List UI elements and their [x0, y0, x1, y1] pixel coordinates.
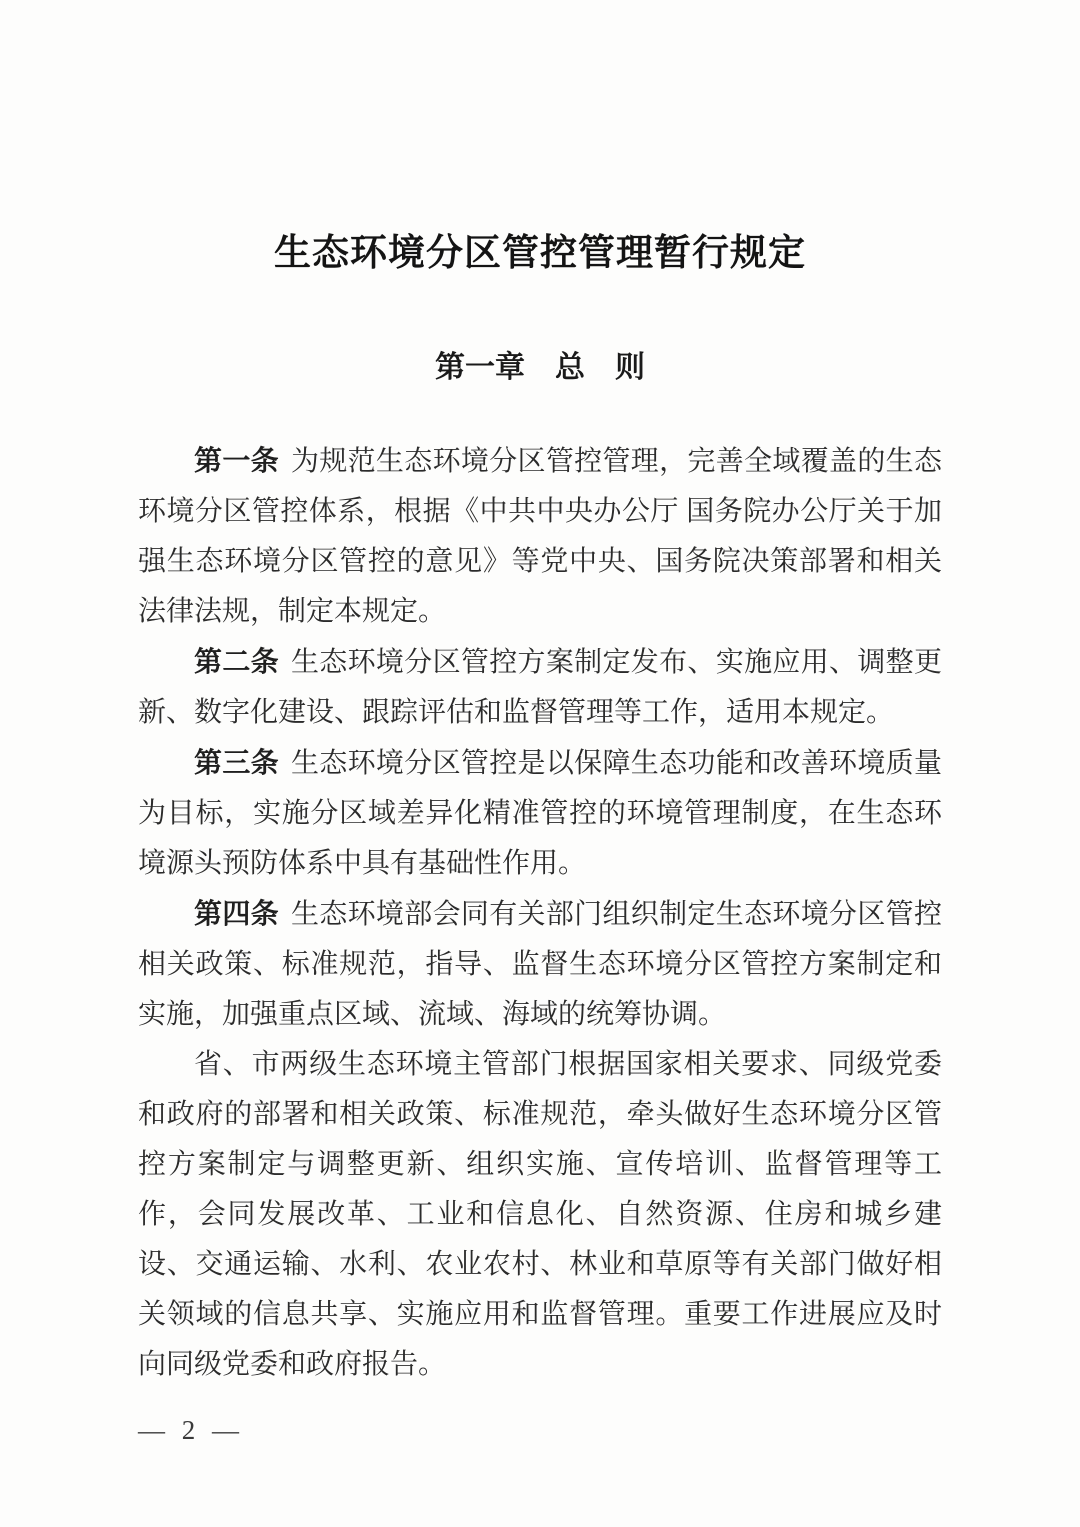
article-text-1: 为规范生态环境分区管控管理，完善全域覆盖的生态环境分区管控体系，根据《中共中央办公厅 国务院办公厅关于加强生态环境分区管控的意见》等党中央、国务院决策部署和相关法律法规，制定本规定。 [138, 446, 942, 627]
article-text-2: 生态环境分区管控方案制定发布、实施应用、调整更新、数字化建设、跟踪评估和监督管理等工作，适用本规定。 [138, 647, 942, 728]
article-paragraph-2 [138, 637, 942, 738]
document-title: 生态环境分区管控管理暂行规定 [274, 233, 806, 274]
article-label-4: 第四条 [194, 898, 279, 929]
article-text-4: 生态环境部会同有关部门组织制定生态环境分区管控相关政策、标准规范，指导、监督生态环境分区管控方案制定和实施，加强重点区域、流域、海域的统筹协调。 [138, 899, 942, 1030]
article-label-1: 第一条 [194, 445, 279, 476]
article-text-3: 生态环境分区管控是以保障生态功能和改善环境质量为目标，实施分区域差异化精准管控的环境管理制度，在生态环境源头预防体系中具有基础性作用。 [138, 748, 942, 879]
document-body [138, 436, 942, 1390]
article-label-3: 第三条 [194, 747, 279, 778]
article-paragraph-1 [138, 436, 942, 637]
article-label-2: 第二条 [194, 646, 279, 677]
continuation-paragraph [138, 1040, 942, 1390]
page-footer [138, 1412, 942, 1448]
page-number: — 2 — [138, 1415, 239, 1445]
continuation-text: 省、市两级生态环境主管部门根据国家相关要求、同级党委和政府的部署和相关政策、标准规范，牵头做好生态环境分区管控方案制定与调整更新、组织实施、宣传培训、监督管理等工作，会同发展改革、工业和信息化、自然资源、住房和城乡建设、交通运输、水利、农业农村、林业和草原等有关部门做好相关领域的信息共享、实施应用和监督管理。重要工作进展应及时向同级党委和政府报告。 [138, 1049, 942, 1380]
article-paragraph-3 [138, 738, 942, 889]
chapter-heading: 第一章 总 则 [435, 351, 645, 384]
article-paragraph-4 [138, 889, 942, 1040]
